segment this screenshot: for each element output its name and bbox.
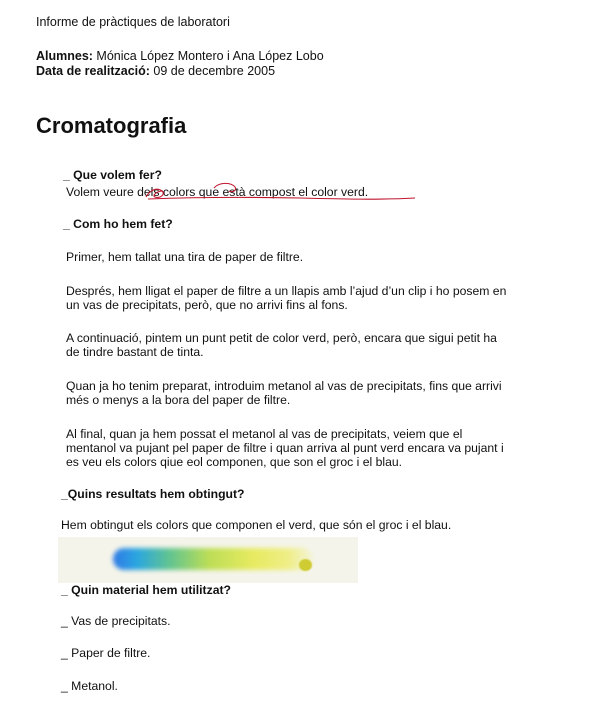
strikethrough-mark xyxy=(148,197,415,199)
method-step-2-line-1: Després, hem lligat el paper de filtre a un llapis amb l’ajud d’un clip i ho posem en xyxy=(66,284,507,298)
date-label: Data de realització: xyxy=(36,64,150,78)
report-title: Informe de pràctiques de laboratori xyxy=(36,15,230,29)
correction-loop-mark xyxy=(146,189,163,197)
section-heading-materials: _ Quin material hem utilitzat? xyxy=(61,583,231,597)
method-step-3-line-2: de tindre bastant de tinta. xyxy=(66,345,204,359)
students-label: Alumnes: xyxy=(36,49,93,63)
material-item: _ Vas de precipitats. xyxy=(61,614,171,628)
method-step-3-line-1: A continuació, pintem un punt petit de color verd, però, encara que sigui petit ha xyxy=(66,331,497,345)
results-text: Hem obtingut els colors que componen el verd, que són el groc i el blau. xyxy=(61,518,452,532)
students-value: Mónica López Montero i Ana López Lobo xyxy=(92,49,324,63)
section-heading-method: _ Com ho hem fet? xyxy=(63,217,173,231)
method-step-5-line-3: es veu els colors qiue eol componen, que son el groc i el blau. xyxy=(66,455,403,469)
goal-text: Volem veure dels colors que està compost el color verd. xyxy=(66,185,369,199)
method-step-2-line-2: un vas de precipitats, però, que no arrivi fins al fons. xyxy=(66,298,348,312)
method-step-5-line-2: mentanol va pujant pel paper de filtre i quan arriva al punt verd encara va pujant i xyxy=(66,441,504,455)
section-heading-goal: _ Que volem fer? xyxy=(63,168,162,182)
method-step-1: Primer, hem tallat una tira de paper de filtre. xyxy=(66,250,304,264)
page-title: Cromatografia xyxy=(36,113,187,138)
correction-arc-mark xyxy=(214,183,236,191)
method-step-5-line-1: Al final, quan ja hem possat el metanol al vas de precipitats, veiem que el xyxy=(66,427,463,441)
method-step-4-line-2: més o menys a la bora del paper de filtre. xyxy=(66,393,291,407)
material-item: _ Paper de filtre. xyxy=(61,646,151,660)
material-item: _ Metanol. xyxy=(61,679,118,693)
method-step-4-line-1: Quan ja ho tenim preparat, introduim metanol al vas de precipitats, fins que arrivi xyxy=(66,379,502,393)
section-heading-results: _Quins resultats hem obtingut? xyxy=(61,487,245,501)
date-value: 09 de decembre 2005 xyxy=(149,64,276,78)
